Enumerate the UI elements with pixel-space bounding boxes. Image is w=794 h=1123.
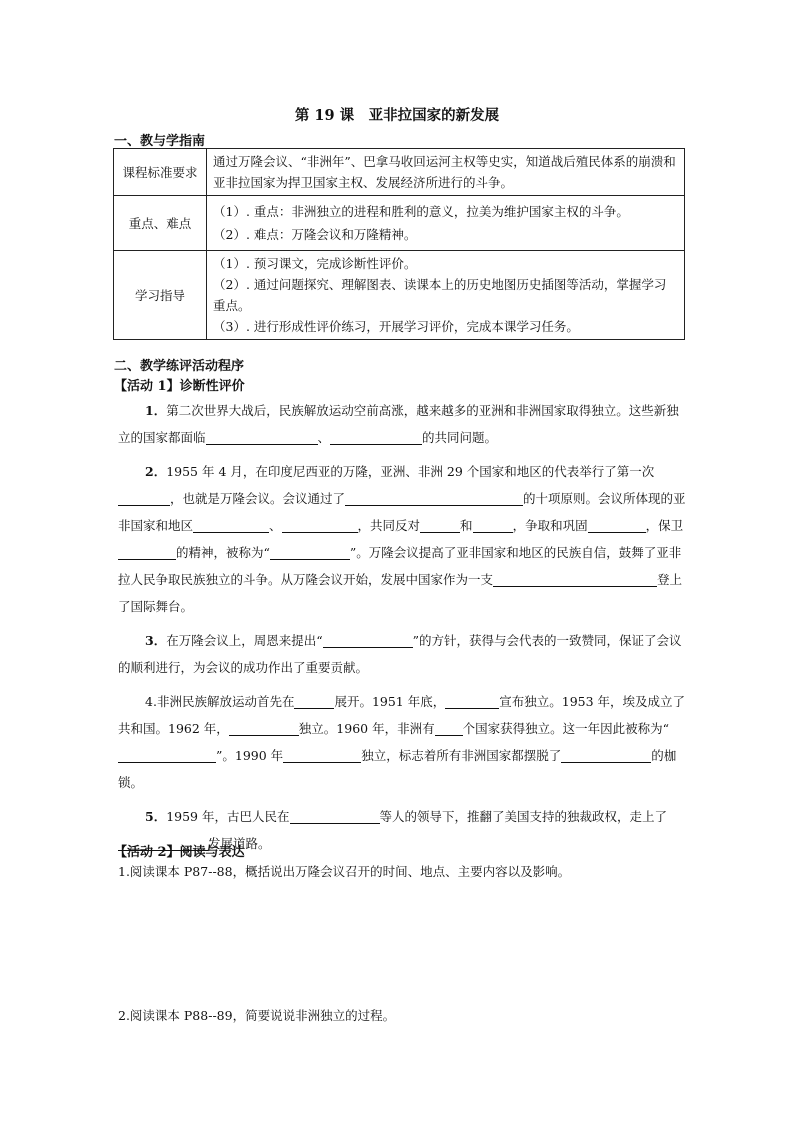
answer-blank[interactable]	[561, 747, 651, 763]
answer-blank[interactable]	[118, 490, 170, 506]
reading-question-1: 1.阅读课本 P87--88，概括说出万隆会议召开的时间、地点、主要内容以及影响。	[118, 864, 571, 879]
answer-blank[interactable]	[283, 747, 361, 763]
answer-blank[interactable]	[282, 517, 358, 533]
activity-1-body	[118, 397, 690, 864]
question-5: 5．1959 年，古巴人民在 等人的领导下，推翻了美国支持的独裁政权，走上了发展道路。	[118, 803, 690, 857]
row-header: 学习指导	[114, 251, 207, 340]
row-content	[207, 149, 685, 196]
row-line: （2）. 难点：万隆会议和万隆精神。	[213, 227, 417, 242]
answer-blank[interactable]	[330, 429, 422, 445]
answer-blank[interactable]	[445, 693, 499, 709]
row-line: （1）. 预习课文，完成诊断性评价。	[213, 256, 417, 271]
row-line: （2）. 通过问题探究、理解图表、读课本上的历史地图历史插图等活动，掌握学习重点。	[213, 277, 667, 313]
guide-table	[113, 148, 685, 340]
answer-blank[interactable]	[345, 490, 523, 506]
answer-blank[interactable]	[270, 544, 350, 560]
section-heading-guide: 一、教与学指南	[114, 134, 206, 149]
table-row	[114, 251, 685, 340]
answer-blank[interactable]	[420, 517, 460, 533]
answer-blank[interactable]	[435, 720, 463, 736]
question-3: 3．在万隆会议上，周恩来提出“ ”的方针，获得与会代表的一致赞同，保证了会议的顺利进行，为会议的成功作出了重要贡献。	[118, 633, 682, 675]
row-content	[207, 196, 685, 251]
row-line: （3）. 进行形成性评价练习，开展学习评价，完成本课学习任务。	[213, 319, 579, 334]
answer-blank[interactable]	[588, 517, 646, 533]
table-row	[114, 196, 685, 251]
answer-blank[interactable]	[118, 747, 216, 763]
answer-blank[interactable]	[193, 517, 269, 533]
answer-blank[interactable]	[294, 693, 334, 709]
answer-blank[interactable]	[206, 429, 318, 445]
row-header: 课程标准要求	[114, 149, 207, 196]
answer-blank[interactable]	[229, 720, 299, 736]
section-heading-activities: 二、教学练评活动程序	[114, 359, 245, 374]
row-content	[207, 251, 685, 340]
question-4: 4.非洲民族解放运动首先在 展开。1951 年底， 宣布独立。1953 年，埃及成立了共和国。1962 年， 独立。1960 年，非洲有 个国家获得独立。这一年因此被称为“”。1990 年 独立，标志着所有非洲国家都摆脱了 的枷锁。	[118, 694, 686, 790]
answer-blank[interactable]	[290, 808, 380, 824]
answer-blank[interactable]	[323, 632, 413, 648]
row-line: （1）. 重点：非洲独立的进程和胜利的意义，拉美为维护国家主权的斗争。	[213, 204, 629, 219]
question-1: 1．第二次世界大战后，民族解放运动空前高涨，越来越多的亚洲和非洲国家取得独立。这些新独立的国家都面临 、 的共同问题。	[118, 403, 679, 445]
activity-2-heading: 【活动 2】阅读与表达	[114, 845, 245, 860]
answer-blank[interactable]	[493, 571, 657, 587]
row-line: 通过万隆会议、“非洲年”、巴拿马收回运河主权等史实，知道战后殖民体系的崩溃和亚非拉国家为捍卫国家主权、发展经济所进行的斗争。	[213, 154, 676, 190]
answer-blank[interactable]	[473, 517, 513, 533]
question-2: 2．1955 年 4 月，在印度尼西亚的万隆，亚洲、非洲 29 个国家和地区的代表举行了第一次，也就是万隆会议。会议通过了 的十项原则。会议所体现的亚非国家和地区 、 ，共同反对 和 ，争取和巩固 ，保卫的精神，被称为“ ”。万隆会议提高了亚非国家和地区的民族自信，鼓舞了亚非拉人民争取民族独立的斗争。从万隆会议开始，发展中国家作为一支 登上了国际舞台。	[118, 464, 686, 614]
reading-question-2: 2.阅读课本 P88--89，简要说说非洲独立的过程。	[118, 1008, 396, 1023]
page-title: 第 19 课 亚非拉国家的新发展	[294, 107, 500, 124]
answer-blank[interactable]	[118, 544, 176, 560]
table-row	[114, 149, 685, 196]
row-header: 重点、难点	[114, 196, 207, 251]
activity-1-heading: 【活动 1】诊断性评价	[114, 379, 245, 394]
